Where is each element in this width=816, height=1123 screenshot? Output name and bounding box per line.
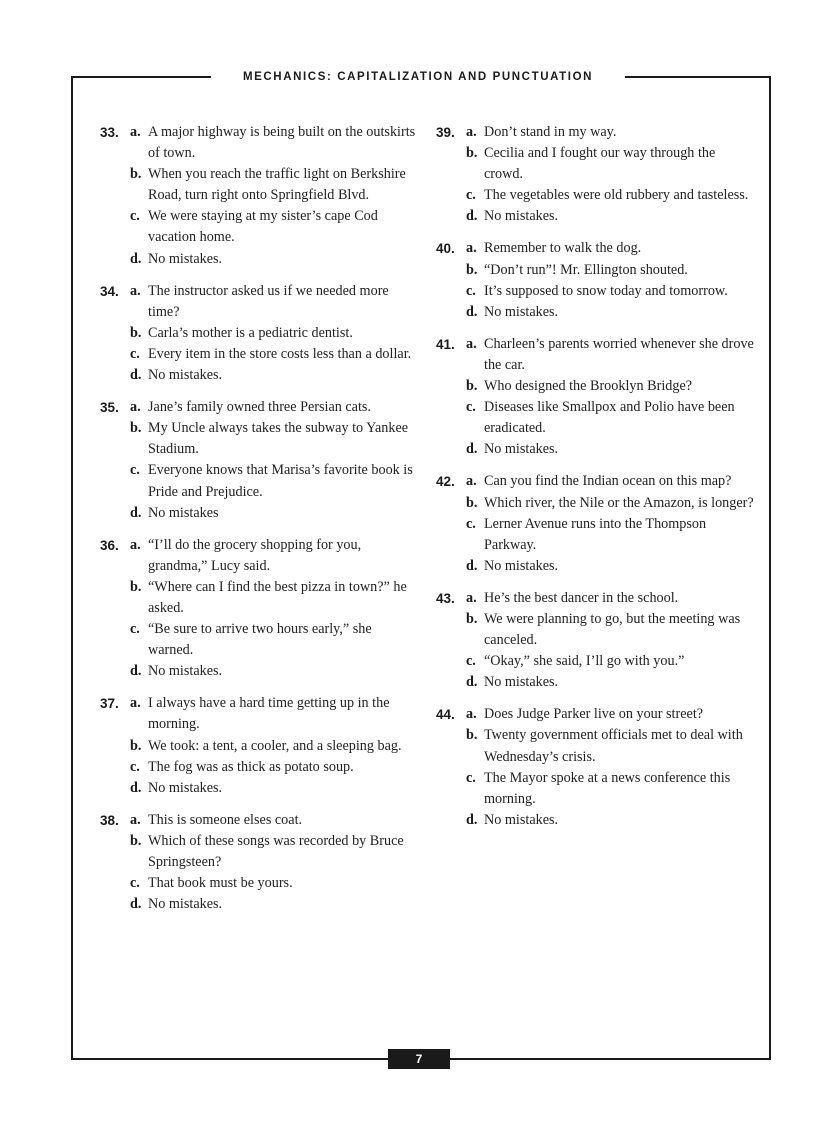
question-40 [436, 238, 756, 322]
question-number: 44. [436, 707, 455, 723]
question-number: 37. [100, 696, 119, 712]
option-text: Diseases like Smallpox and Polio have been eradicated. [484, 399, 735, 437]
option-text: Don’t stand in my way. [484, 124, 617, 140]
question-33 [100, 122, 420, 270]
option-text: No mistakes [148, 504, 219, 521]
question-35 [100, 397, 420, 524]
option-row [436, 704, 756, 725]
option-text: When you reach the traffic light on Berkshire Road, turn right onto Springfield Blvd. [148, 166, 406, 204]
option-text: No mistakes. [484, 303, 559, 320]
option-text: Remember to walk the dog. [484, 240, 642, 257]
option-text: This is someone elses coat. [148, 811, 303, 828]
option-letter: a. [466, 335, 477, 352]
option-letter: a. [466, 473, 477, 490]
option-row [100, 460, 420, 502]
option-row [436, 471, 756, 492]
option-letter: d. [466, 441, 478, 458]
option-text: Every item in the store costs less than a dollar. [148, 345, 412, 362]
option-text: Can you find the Indian ocean on this map? [484, 473, 732, 490]
option-letter: a. [466, 124, 477, 140]
option-text: Jane’s family owned three Persian cats. [148, 399, 371, 416]
option-text: Does Judge Parker live on your street? [484, 706, 704, 723]
option-letter: b. [466, 378, 478, 395]
question-number: 43. [436, 590, 455, 606]
option-letter: c. [130, 875, 140, 892]
option-text: No mistakes. [484, 811, 559, 828]
option-letter: d. [466, 811, 478, 828]
option-letter: d. [466, 557, 478, 574]
question-number: 40. [436, 241, 455, 257]
option-letter: b. [130, 166, 142, 183]
option-letter: b. [130, 832, 142, 849]
question-number: 35. [100, 400, 119, 416]
question-number: 33. [100, 125, 119, 140]
option-letter: c. [466, 399, 476, 416]
option-letter: a. [130, 282, 141, 299]
option-row [100, 503, 420, 524]
option-text: The Mayor spoke at a news conference this morning. [484, 769, 731, 807]
question-34 [100, 281, 420, 386]
option-row [100, 122, 420, 164]
option-row [436, 588, 756, 609]
question-number: 36. [100, 537, 119, 553]
option-row [436, 768, 756, 810]
left-column [100, 122, 420, 926]
right-column [436, 122, 756, 842]
question-36 [100, 535, 420, 683]
option-row [436, 493, 756, 514]
option-text: No mistakes. [484, 441, 559, 458]
option-letter: c. [466, 187, 476, 204]
option-text: Carla’s mother is a pediatric dentist. [148, 324, 353, 341]
question-37 [100, 693, 420, 798]
option-letter: c. [130, 621, 140, 638]
option-text: Everyone knows that Marisa’s favorite book is Pride and Prejudice. [148, 462, 413, 500]
option-row [436, 439, 756, 460]
option-letter: d. [130, 896, 142, 913]
option-text: “I’ll do the grocery shopping for you, grandma,” Lucy said. [148, 536, 362, 574]
header-rule-left [71, 76, 211, 78]
option-letter: c. [466, 653, 476, 670]
option-row [100, 831, 420, 873]
option-letter: c. [466, 769, 476, 786]
option-text: “Okay,” she said, I’ll go with you.” [484, 653, 685, 670]
option-row [436, 397, 756, 439]
option-letter: c. [130, 208, 140, 225]
question-number: 42. [436, 474, 455, 490]
option-text: The vegetables were old rubbery and tasteless. [484, 187, 749, 204]
option-text: I always have a hard time getting up in the morning. [148, 695, 390, 733]
option-row [436, 281, 756, 302]
option-text: It’s supposed to snow today and tomorrow. [484, 282, 728, 299]
option-row [100, 365, 420, 386]
option-text: A major highway is being built on the outskirts of town. [148, 124, 416, 162]
option-row [100, 873, 420, 894]
option-row [100, 810, 420, 831]
option-letter: a. [130, 124, 141, 140]
option-letter: d. [466, 674, 478, 691]
option-letter: a. [130, 399, 141, 416]
question-number: 34. [100, 283, 119, 299]
option-text: We were staying at my sister’s cape Cod vacation home. [148, 208, 378, 246]
option-row [100, 577, 420, 619]
option-row [436, 725, 756, 767]
option-row [436, 376, 756, 397]
option-text: No mistakes. [484, 208, 559, 225]
question-39 [436, 122, 756, 227]
option-text: No mistakes. [484, 557, 559, 574]
option-letter: d. [130, 663, 142, 680]
option-letter: a. [466, 240, 477, 257]
option-text: No mistakes. [148, 367, 223, 384]
question-41 [436, 334, 756, 461]
option-row [436, 672, 756, 693]
option-text: No mistakes. [148, 779, 223, 796]
option-row [100, 164, 420, 206]
question-number: 39. [436, 125, 455, 140]
question-44 [436, 704, 756, 831]
option-row [436, 514, 756, 556]
option-letter: b. [466, 610, 478, 627]
option-row [436, 609, 756, 651]
option-letter: d. [130, 779, 142, 796]
option-row [436, 260, 756, 281]
option-row [100, 281, 420, 323]
option-row [436, 122, 756, 143]
option-row [436, 185, 756, 206]
question-number: 41. [436, 336, 455, 352]
option-text: My Uncle always takes the subway to Yankee Stadium. [148, 420, 409, 458]
question-38 [100, 810, 420, 915]
option-row [100, 418, 420, 460]
page-number: 7 [388, 1049, 450, 1069]
option-letter: a. [130, 695, 141, 712]
option-letter: b. [466, 261, 478, 278]
option-row [100, 778, 420, 799]
option-text: No mistakes. [484, 674, 559, 691]
option-row [100, 344, 420, 365]
option-letter: d. [466, 208, 478, 225]
option-row [100, 736, 420, 757]
option-row [100, 397, 420, 418]
option-text: “Don’t run”! Mr. Ellington shouted. [484, 261, 688, 278]
option-row [436, 143, 756, 185]
option-row [436, 206, 756, 227]
option-row [436, 651, 756, 672]
option-text: No mistakes. [148, 663, 223, 680]
option-text: Twenty government officials met to deal with Wednesday’s crisis. [484, 727, 743, 765]
option-letter: b. [466, 494, 478, 511]
option-text: Who designed the Brooklyn Bridge? [484, 378, 693, 395]
option-row [100, 249, 420, 270]
option-row [100, 661, 420, 682]
option-row [436, 238, 756, 259]
option-text: The fog was as thick as potato soup. [148, 758, 354, 775]
option-letter: d. [130, 504, 142, 521]
option-letter: c. [466, 282, 476, 299]
option-row [100, 323, 420, 344]
option-letter: b. [466, 727, 478, 744]
option-text: That book must be yours. [148, 875, 293, 892]
option-text: We were planning to go, but the meeting was canceled. [484, 610, 741, 649]
option-letter: d. [130, 250, 142, 267]
option-text: Lerner Avenue runs into the Thompson Parkway. [484, 515, 707, 553]
option-row [436, 810, 756, 831]
option-text: Which river, the Nile or the Amazon, is longer? [484, 494, 754, 511]
option-row [100, 693, 420, 735]
header-rule-right [625, 76, 769, 78]
option-row [100, 535, 420, 577]
option-letter: b. [466, 145, 478, 162]
option-row [436, 302, 756, 323]
option-letter: b. [130, 324, 142, 341]
option-text: He’s the best dancer in the school. [484, 589, 679, 606]
question-43 [436, 588, 756, 693]
option-letter: d. [466, 303, 478, 320]
option-letter: b. [130, 578, 142, 595]
option-row [436, 334, 756, 376]
option-text: Which of these songs was recorded by Bruce Springsteen? [148, 832, 404, 870]
option-letter: b. [130, 737, 142, 754]
option-letter: c. [130, 462, 140, 479]
question-42 [436, 471, 756, 576]
option-letter: c. [130, 758, 140, 775]
option-text: We took: a tent, a cooler, and a sleeping bag. [148, 737, 402, 754]
option-letter: d. [130, 367, 142, 384]
option-letter: a. [466, 589, 477, 606]
option-text: The instructor asked us if we needed more time? [148, 282, 389, 320]
option-text: No mistakes. [148, 896, 223, 913]
option-letter: c. [466, 515, 476, 532]
option-text: Cecilia and I fought our way through the crowd. [484, 145, 716, 183]
option-row [436, 556, 756, 577]
option-letter: a. [130, 536, 141, 553]
option-text: Charleen’s parents worried whenever she drove the car. [484, 335, 754, 373]
option-text: “Where can I find the best pizza in town?” he asked. [148, 578, 407, 616]
question-number: 38. [100, 812, 119, 828]
option-text: No mistakes. [148, 250, 223, 267]
option-text: “Be sure to arrive two hours early,” she warned. [148, 621, 372, 659]
option-row [100, 757, 420, 778]
option-row [100, 894, 420, 915]
option-letter: c. [130, 345, 140, 362]
section-title: MECHANICS: CAPITALIZATION AND PUNCTUATION [242, 71, 594, 83]
option-letter: a. [130, 811, 141, 828]
option-row [100, 619, 420, 661]
option-letter: b. [130, 420, 142, 437]
option-letter: a. [466, 706, 477, 723]
option-row [100, 206, 420, 248]
